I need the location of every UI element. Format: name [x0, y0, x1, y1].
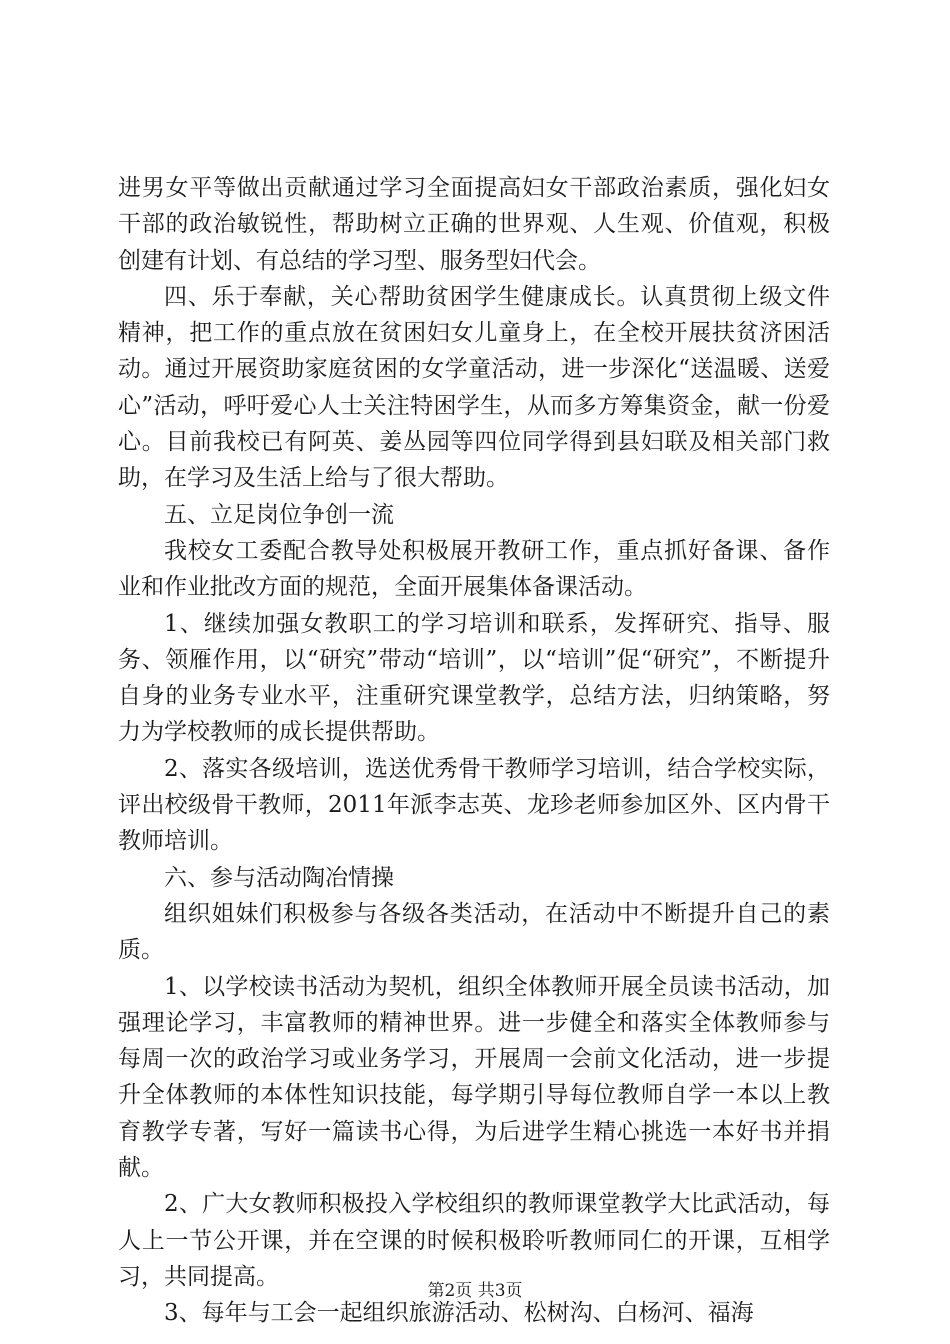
paragraph-section-four: 四、乐于奉献，关心帮助贫困学生健康成长。认真贯彻上级文件精神，把工作的重点放在贫困妇女儿童身上，在全校开展扶贫济困活动。通过开展资助家庭贫困的女学童活动，进一步深化“送温暖、送爱心”活动，呼吁爱心人士关注特困学生，从而多方筹集资金，献一份爱心。目前我校已有阿英、姜丛园等四位同学得到县妇联及相关部门救助，在学习及生活上给与了很大帮助。 [118, 283, 830, 492]
paragraph-teaching-research: 我校女工委配合教导处积极展开教研工作，重点抓好备课、备作业和作业批改方面的规范，全面开展集体备课活动。 [118, 537, 830, 601]
page-footer [0, 1276, 950, 1301]
paragraph-activities-intro: 组织姐妹们积极参与各级各类活动，在活动中不断提升自己的素质。 [118, 900, 830, 964]
paragraph-item-1-reading: 1、以学校读书活动为契机，组织全体教师开展全员读书活动，加强理论学习，丰富教师的精神世界。进一步健全和落实全体教师参与每周一次的政治学习或业务学习，开展周一会前文化活动，进一步提升全体教师的本体性知识技能，每学期引导每位教师自学一本以上教育教学专著，写好一篇读书心得，为后进学生精心挑选一本好书并捐献。 [118, 973, 830, 1182]
paragraph-item-2-teaching-contest: 2、广大女教师积极投入学校组织的教师课堂教学大比武活动，每人上一节公开课，并在空课的时候积极聆听教师同仁的开课，互相学习，共同提高。 [118, 1191, 830, 1290]
page-number: 第2页 共3页 [427, 1281, 523, 1301]
document-body [118, 170, 830, 1332]
section-heading-six: 六、参与活动陶冶情操 [164, 864, 394, 891]
paragraph-item-1-training: 1、继续加强女教职工的学习培训和联系，发挥研究、指导、服务、领雁作用，以“研究”带动“培训”，以“培训”促“研究”，不断提升自身的业务专业水平，注重研究课堂教学，总结方法，归纳策略，努力为学校教师的成长提供帮助。 [118, 610, 830, 746]
paragraph-item-3-travel: 3、每年与工会一起组织旅游活动、松树沟、白杨河、福海 [164, 1300, 754, 1327]
section-heading-five: 五、立足岗位争创一流 [164, 501, 394, 528]
paragraph-item-2-training: 2、落实各级培训，选送优秀骨干教师学习培训，结合学校实际，评出校级骨干教师，2011年派李志英、龙珍老师参加区外、区内骨干教师培训。 [118, 755, 830, 855]
paragraph-continuation: 进男女平等做出贡献通过学习全面提高妇女干部政治素质，强化妇女干部的政治敏锐性，帮助树立正确的世界观、人生观、价值观，积极创建有计划、有总结的学习型、服务型妇代会。 [118, 175, 830, 274]
